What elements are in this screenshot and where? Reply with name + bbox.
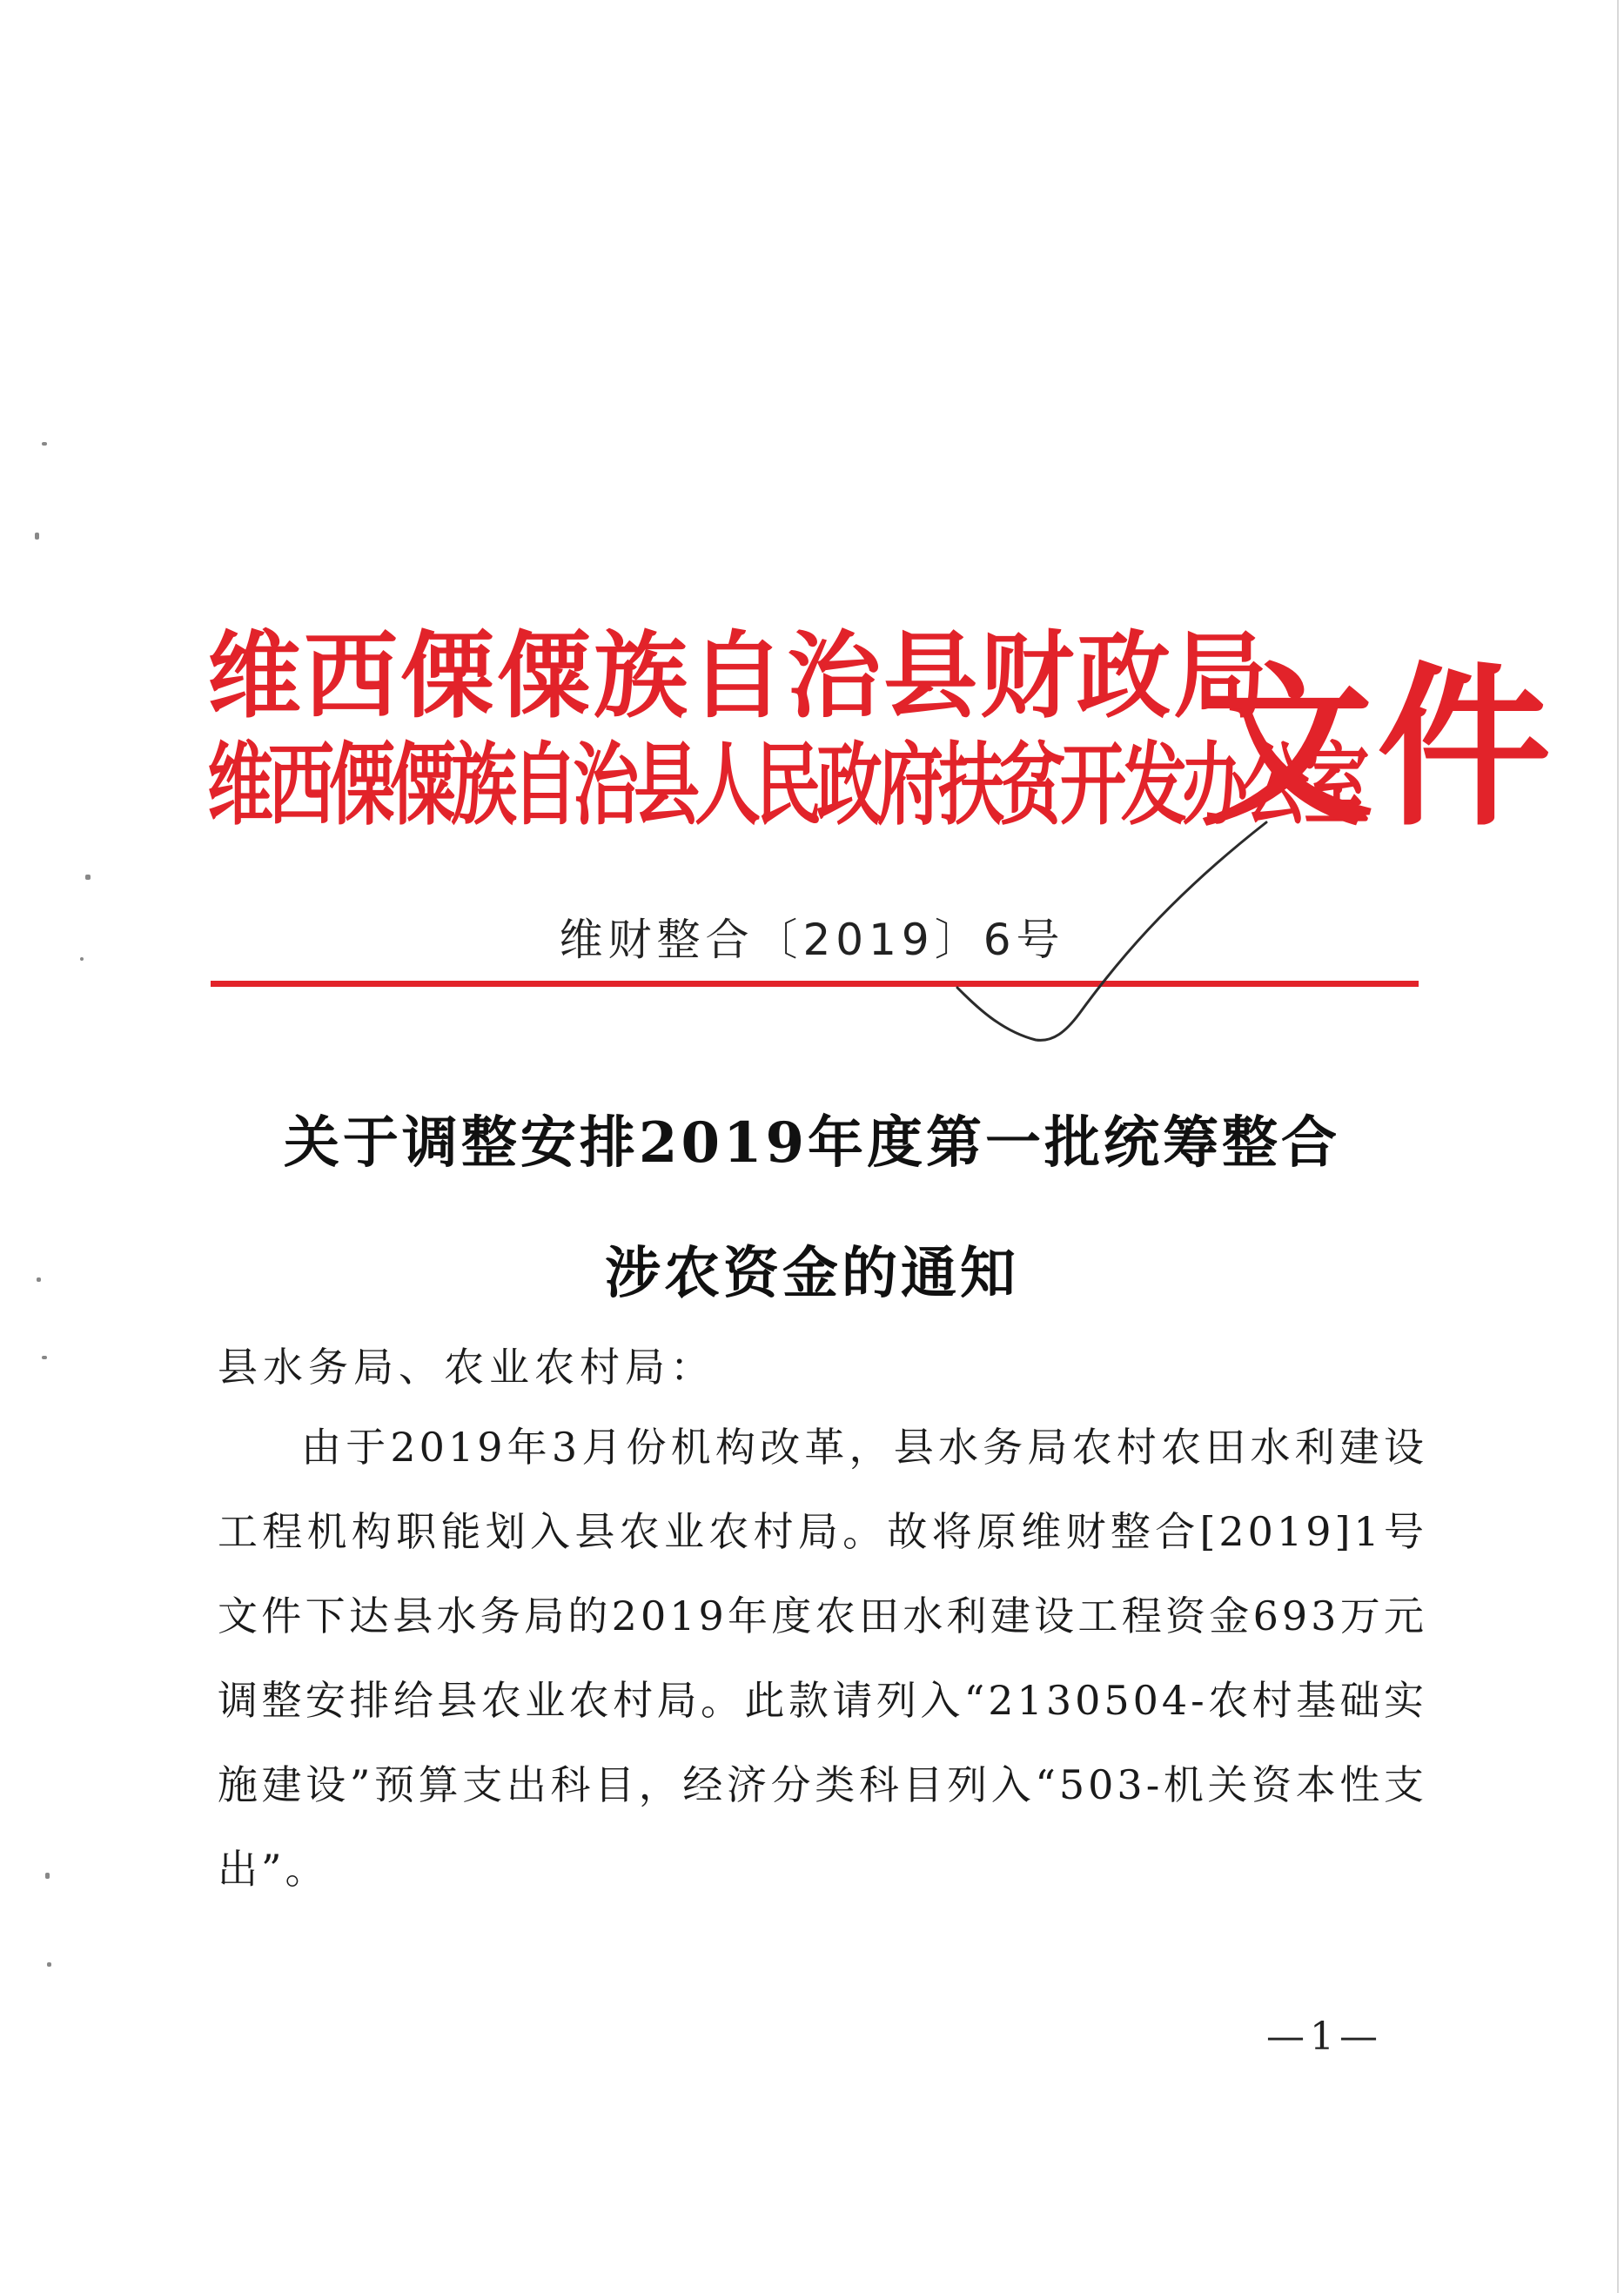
scan-speck [85, 875, 91, 880]
document-number: 维财整合〔2019〕6号 [559, 915, 1065, 965]
scan-speck [37, 1277, 41, 1282]
salutation: 县水务局、农业农村局： [218, 1344, 715, 1391]
issuer-finance-bureau: 维西傈僳族自治县财政局 [207, 622, 1271, 731]
notice-title-line-1: 关于调整安排2019年度第一批统筹整合 [283, 1110, 1341, 1176]
scan-speck [47, 1962, 51, 1967]
notice-title-line-2: 涉农资金的通知 [605, 1241, 1019, 1306]
document-type-label: 文件 [1199, 647, 1555, 850]
scan-speck [42, 442, 47, 446]
page-number: —1— [1266, 2015, 1383, 2059]
handwritten-checkmark-icon [940, 818, 1271, 1044]
scan-speck [35, 533, 39, 540]
body-paragraph: 由于2019年3月份机构改革，县水务局农村农田水利建设工程机构职能划入县农业农村局。故将原维财整合[2019]1号文件下达县水务局的2019年度农田水利建设工程资金693万元调整安排给县农业农村局。此款请列入“2130504-农村基础实施建设”预算支出科目，经济分类科目列入“503-机关资本性支出”。 [218, 1424, 1427, 1893]
scan-speck [80, 957, 84, 961]
scan-speck [45, 1873, 50, 1879]
document-header [207, 583, 1555, 850]
scan-speck [42, 1356, 47, 1359]
issuer-poverty-office: 维西傈僳族自治县人民政府扶贫开发办公室 [207, 732, 1365, 837]
